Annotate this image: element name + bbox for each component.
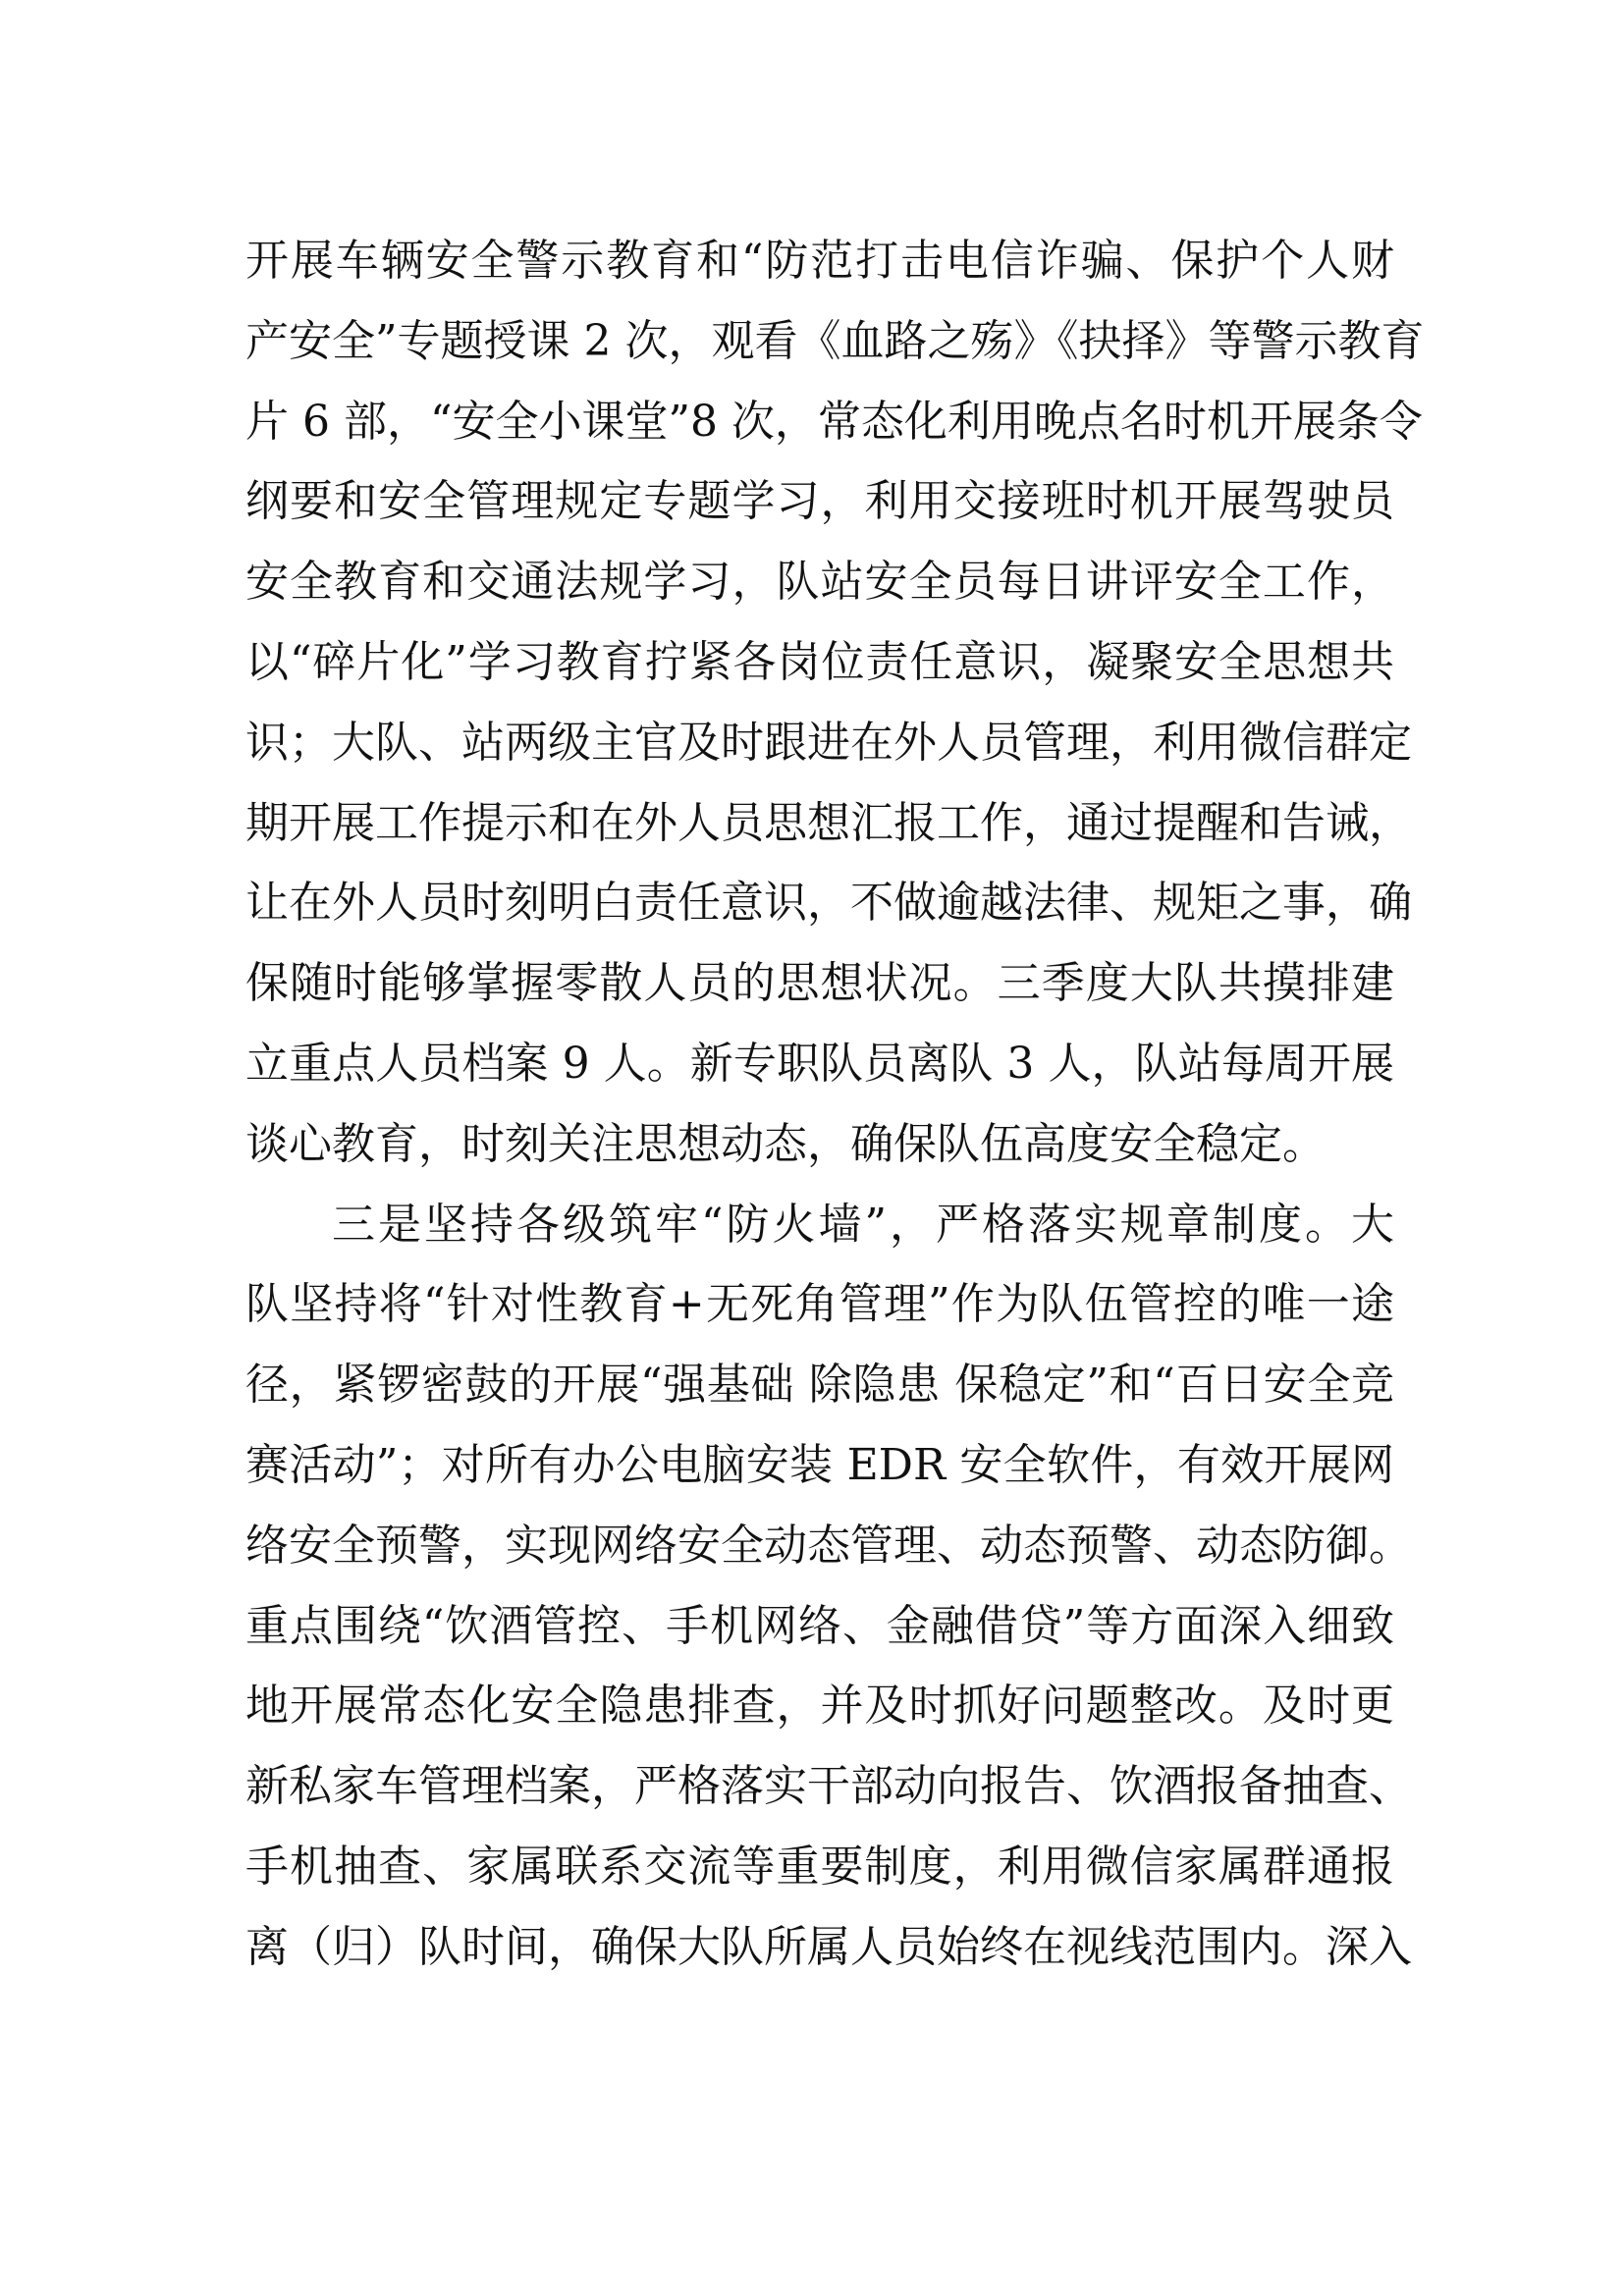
text-line: 谈心教育，时刻关注思想动态，确保队伍高度安全稳定。 bbox=[245, 1118, 1326, 1169]
text-line: 立重点人员档案 9 人。新专职队员离队 3 人，队站每周开展 bbox=[245, 1038, 1394, 1089]
body-text bbox=[245, 221, 1425, 1988]
text-line: 保随时能够掌握零散人员的思想状况。三季度大队共摸排建 bbox=[245, 958, 1394, 1009]
text-line: 三是坚持各级筑牢“防火墙”，严格落实规章制度。大 bbox=[332, 1199, 1394, 1250]
text-line: 赛活动”；对所有办公电脑安装 EDR 安全软件，有效开展网 bbox=[245, 1439, 1394, 1490]
text-line: 产安全”专题授课 2 次，观看《血路之殇》《抉择》等警示教育 bbox=[245, 315, 1425, 366]
text-line: 离（归）队时间，确保大队所属人员始终在视线范围内。深入 bbox=[245, 1921, 1412, 1972]
text-line: 片 6 部，“安全小课堂”8 次，常态化利用晚点名时机开展条令 bbox=[245, 396, 1423, 447]
text-line: 地开展常态化安全隐患排查，并及时抓好问题整改。及时更 bbox=[245, 1681, 1394, 1732]
text-line: 径，紧锣密鼓的开展“强基础 除隐患 保稳定”和“百日安全竞 bbox=[245, 1360, 1394, 1411]
text-line: 纲要和安全管理规定专题学习，利用交接班时机开展驾驶员 bbox=[245, 476, 1394, 527]
text-line: 队坚持将“针对性教育+无死角管理”作为队伍管控的唯一途 bbox=[245, 1279, 1394, 1330]
paragraph-2 bbox=[245, 1185, 1412, 1988]
text-line: 络安全预警，实现网络安全动态管理、动态预警、动态防御。 bbox=[245, 1520, 1412, 1571]
text-line: 手机抽查、家属联系交流等重要制度，利用微信家属群通报 bbox=[245, 1841, 1394, 1892]
text-line: 期开展工作提示和在外人员思想汇报工作，通过提醒和告诫， bbox=[245, 797, 1412, 848]
text-line: 让在外人员时刻明白责任意识，不做逾越法律、规矩之事，确 bbox=[245, 878, 1412, 929]
text-line: 开展车辆安全警示教育和“防范打击电信诈骗、保护个人财 bbox=[245, 236, 1394, 286]
paragraph-1 bbox=[245, 221, 1425, 1185]
text-line: 安全教育和交通法规学习，队站安全员每日讲评安全工作， bbox=[245, 557, 1394, 608]
text-line: 新私家车管理档案，严格落实干部动向报告、饮酒报备抽查、 bbox=[245, 1761, 1412, 1812]
text-line: 重点围绕“饮酒管控、手机网络、金融借贷”等方面深入细致 bbox=[245, 1600, 1394, 1651]
text-line: 识；大队、站两级主官及时跟进在外人员管理，利用微信群定 bbox=[245, 717, 1412, 768]
text-line: 以“碎片化”学习教育拧紧各岗位责任意识，凝聚安全思想共 bbox=[245, 636, 1394, 687]
